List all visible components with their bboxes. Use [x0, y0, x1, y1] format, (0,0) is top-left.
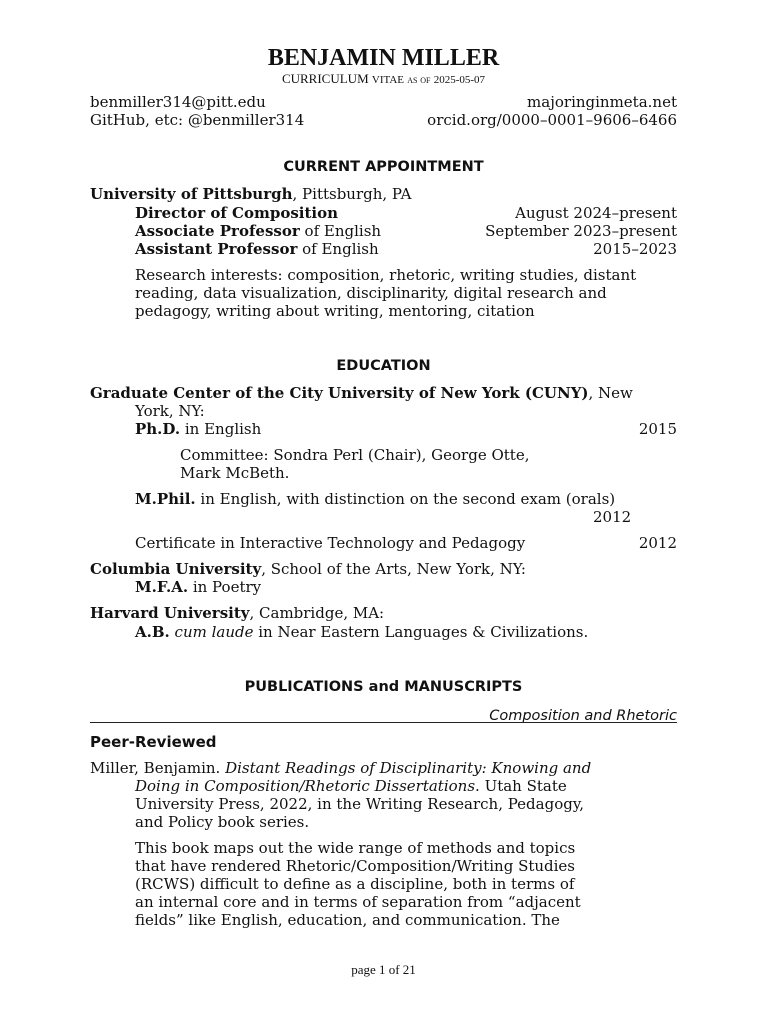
cuny-location: , New [588, 384, 633, 402]
research-interests-line-1: Research interests: composition, rhetoric, writing studies, distant [135, 266, 637, 284]
publication-description-line-3: (RCWS) difficult to define as a discipline, both in terms of [135, 875, 575, 893]
appointment-institution [90, 185, 411, 203]
mphil-degree [135, 490, 615, 508]
role-dates-3: 2015–2023 [593, 240, 677, 258]
ab-honor: cum laude [174, 623, 254, 641]
publication-entry-line-4: and Policy book series. [135, 813, 310, 831]
entry-author: Miller, Benjamin. [90, 759, 226, 777]
certificate: Certificate in Interactive Technology and Pedagogy [135, 534, 526, 552]
orcid-link[interactable]: orcid.org/0000–0001–9606–6466 [427, 111, 677, 129]
research-interests-line-2: reading, data visualization, disciplinarity, digital research and [135, 284, 607, 302]
columbia-entry [90, 560, 526, 578]
institution-name: University of Pittsburgh [90, 185, 293, 203]
publication-entry-line-2 [135, 777, 567, 795]
ab-label: A.B. [135, 623, 170, 641]
certificate-year: 2012 [638, 534, 677, 552]
columbia-name: Columbia University [90, 560, 262, 578]
role-title-text: Director of Composition [135, 204, 339, 222]
role-title-text: Associate Professor [135, 222, 300, 240]
mfa-degree [135, 578, 261, 596]
section-heading-education: EDUCATION [336, 358, 431, 374]
mfa-label: M.F.A. [135, 578, 189, 596]
mphil-field: in English, with distinction on the second exam (orals) [195, 490, 616, 508]
category-rule [90, 722, 677, 723]
phd-label: Ph.D. [135, 420, 181, 438]
harvard-location: , Cambridge, MA: [249, 604, 385, 622]
role-dates-2: September 2023–present [485, 222, 677, 240]
as-of-word: as of [407, 74, 431, 86]
phd-degree [135, 420, 261, 438]
mfa-field: in Poetry [188, 578, 262, 596]
github-handle[interactable]: GitHub, etc: @benmiller314 [90, 111, 305, 129]
phd-year: 2015 [638, 420, 677, 438]
publication-entry-line-1 [90, 759, 591, 777]
role-dates-1: August 2024–present [515, 204, 677, 222]
section-heading-publications: PUBLICATIONS and MANUSCRIPTS [244, 679, 523, 695]
publication-description-line-5: fields” like English, education, and communication. The [135, 911, 560, 929]
committee-line-1: Committee: Sondra Perl (Chair), George Otte, [180, 446, 530, 464]
harvard-name: Harvard University [90, 604, 250, 622]
cuny-location-cont: York, NY: [135, 402, 205, 420]
role-dept-text: of English [299, 222, 382, 240]
section-heading-appointment: CURRENT APPOINTMENT [283, 159, 484, 175]
phd-field: in English [180, 420, 262, 438]
cuny-entry [90, 384, 633, 402]
cuny-name: Graduate Center of the City University of New York (CUNY) [90, 384, 589, 402]
peer-reviewed-subheading: Peer-Reviewed [90, 733, 217, 751]
as-of-date: 2025-05-07 [433, 74, 486, 86]
publication-entry-line-3: University Press, 2022, in the Writing Research, Pedagogy, [135, 795, 585, 813]
publication-category: Composition and Rhetoric [489, 708, 677, 724]
publication-description-line-4: an internal core and in terms of separation from “adjacent [135, 893, 581, 911]
committee-line-2: Mark McBeth. [180, 464, 290, 482]
mphil-label: M.Phil. [135, 490, 196, 508]
institution-location: , Pittsburgh, PA [292, 185, 412, 203]
role-title-3 [135, 240, 379, 258]
entry-publisher: . Utah State [475, 777, 567, 795]
columbia-location: , School of the Arts, New York, NY: [261, 560, 526, 578]
mphil-year: 2012 [593, 508, 632, 526]
email-link[interactable]: benmiller314@pitt.edu [90, 93, 266, 111]
role-dept-text: of English [297, 240, 379, 258]
cv-name: BENJAMIN MILLER [267, 45, 500, 71]
page-number: page 1 of 21 [351, 962, 416, 977]
entry-title-part-1: Distant Readings of Disciplinarity: Knowing and [225, 759, 592, 777]
role-title-text: Assistant Professor [135, 240, 298, 258]
cv-word: CURRICULUM [281, 71, 369, 86]
publication-description-line-2: that have rendered Rhetoric/Composition/Writing Studies [135, 857, 576, 875]
ab-degree [135, 623, 588, 641]
role-title-1 [135, 204, 338, 222]
vitae-word: VITAE [371, 74, 404, 86]
harvard-entry [90, 604, 384, 622]
entry-title-part-2: Doing in Composition/Rhetoric Dissertations [135, 777, 476, 795]
role-title-2 [135, 222, 381, 240]
cv-subtitle [90, 71, 677, 88]
publication-description-line-1: This book maps out the wide range of methods and topics [135, 839, 576, 857]
website-link[interactable]: majoringinmeta.net [527, 93, 677, 111]
ab-field: in Near Eastern Languages & Civilizations. [253, 623, 589, 641]
research-interests-line-3: pedagogy, writing about writing, mentoring, citation [135, 302, 535, 320]
